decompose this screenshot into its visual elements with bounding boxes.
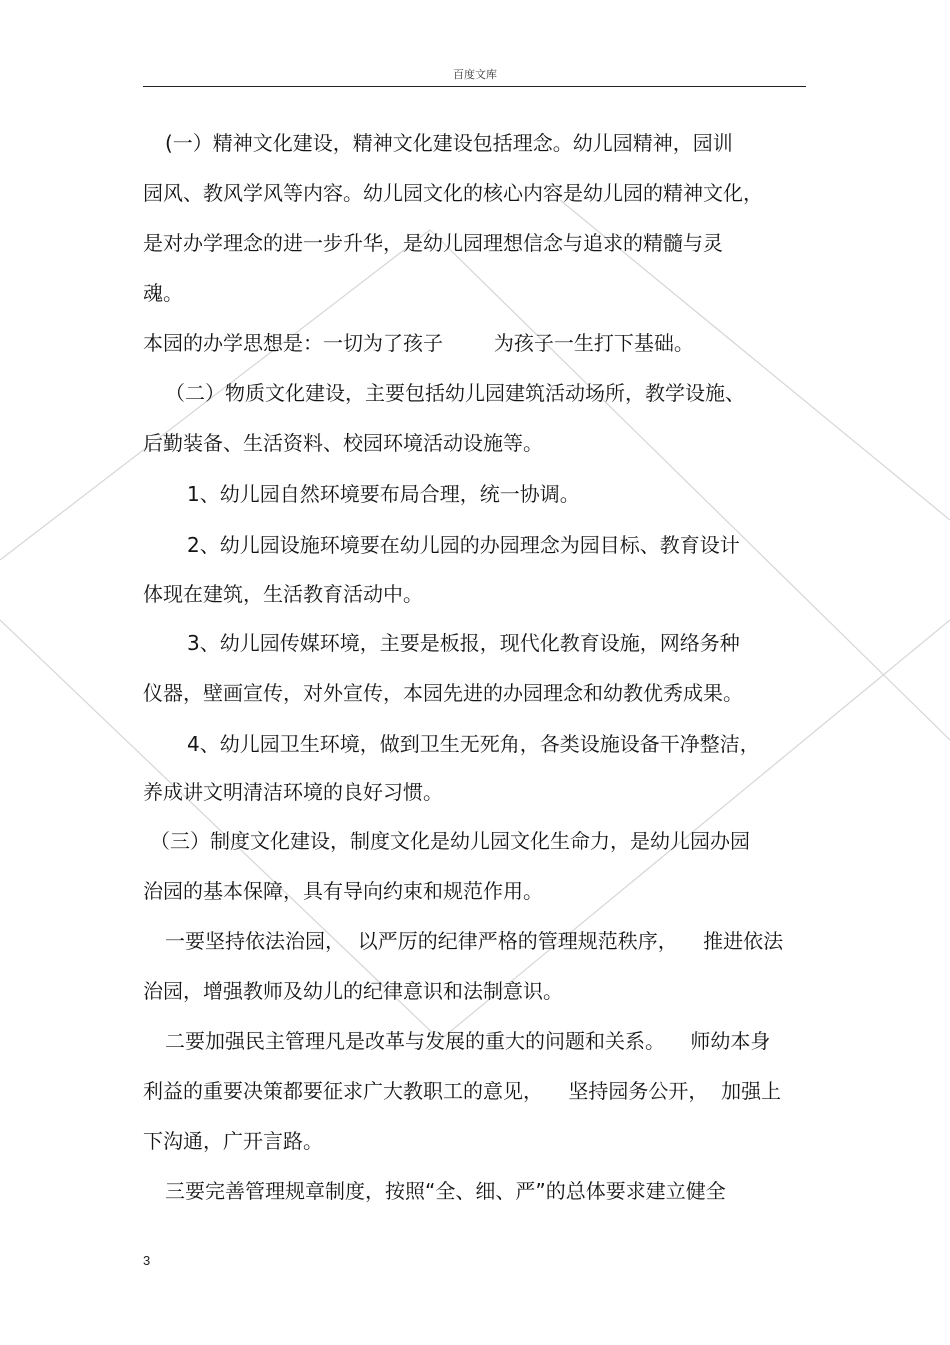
text-line: 魂。 [143, 281, 183, 305]
text-line: 养成讲文明清洁环境的良好习惯。 [143, 780, 443, 804]
text-line: 3、幼儿园传媒环境，主要是板报，现代化教育设施，网络务种 [187, 631, 740, 655]
text-line: （三）制度文化建设，制度文化是幼儿园文化生命力，是幼儿园办园 [150, 829, 750, 853]
text-line: 治园，增强教师及幼儿的纪律意识和法制意识。 [143, 979, 563, 1003]
text-line: 体现在建筑，生活教育活动中。 [143, 582, 423, 606]
page-number: 3 [143, 1253, 151, 1268]
text-line: 三要完善管理规章制度，按照“全、细、严”的总体要求建立健全 [165, 1179, 726, 1203]
header-divider [143, 86, 806, 87]
text-line: 是对办学理念的进一步升华，是幼儿园理想信念与追求的精髓与灵 [143, 231, 723, 255]
text-line: （二）物质文化建设，主要包括幼儿园建筑活动场所，教学设施、 [165, 381, 745, 405]
text-line: 下沟通，广开言路。 [143, 1129, 323, 1153]
text-line: 园风、教风学风等内容。幼儿园文化的核心内容是幼儿园的精神文化， [143, 181, 763, 205]
text-line: 二要加强民主管理凡是改革与发展的重大的问题和关系。 师幼本身 [165, 1029, 771, 1053]
text-line: 利益的重要决策都要征求广大教职工的意见， 坚持园务公开， 加强上 [143, 1079, 782, 1103]
text-line: 1、幼儿园自然环境要布局合理，统一协调。 [187, 482, 580, 506]
text-line: (一）精神文化建设，精神文化建设包括理念。幼儿园精神，园训 [165, 131, 733, 155]
text-line: 本园的办学思想是：一切为了孩子 为孩子一生打下基础。 [143, 331, 694, 355]
text-line: 一要坚持依法治园， 以严厉的纪律严格的管理规范秩序， 推进依法 [165, 929, 784, 953]
text-line: 后勤装备、生活资料、校园环境活动设施等。 [143, 431, 543, 455]
page-header: 百度文库 [453, 68, 497, 81]
text-line: 仪器，壁画宣传，对外宣传，本园先进的办园理念和幼教优秀成果。 [143, 681, 743, 705]
text-line: 治园的基本保障，具有导向约束和规范作用。 [143, 879, 543, 903]
text-line: 2、幼儿园设施环境要在幼儿园的办园理念为园目标、教育设计 [187, 533, 740, 557]
text-line: 4、幼儿园卫生环境，做到卫生无死角，各类设施设备干净整洁， [187, 732, 760, 756]
